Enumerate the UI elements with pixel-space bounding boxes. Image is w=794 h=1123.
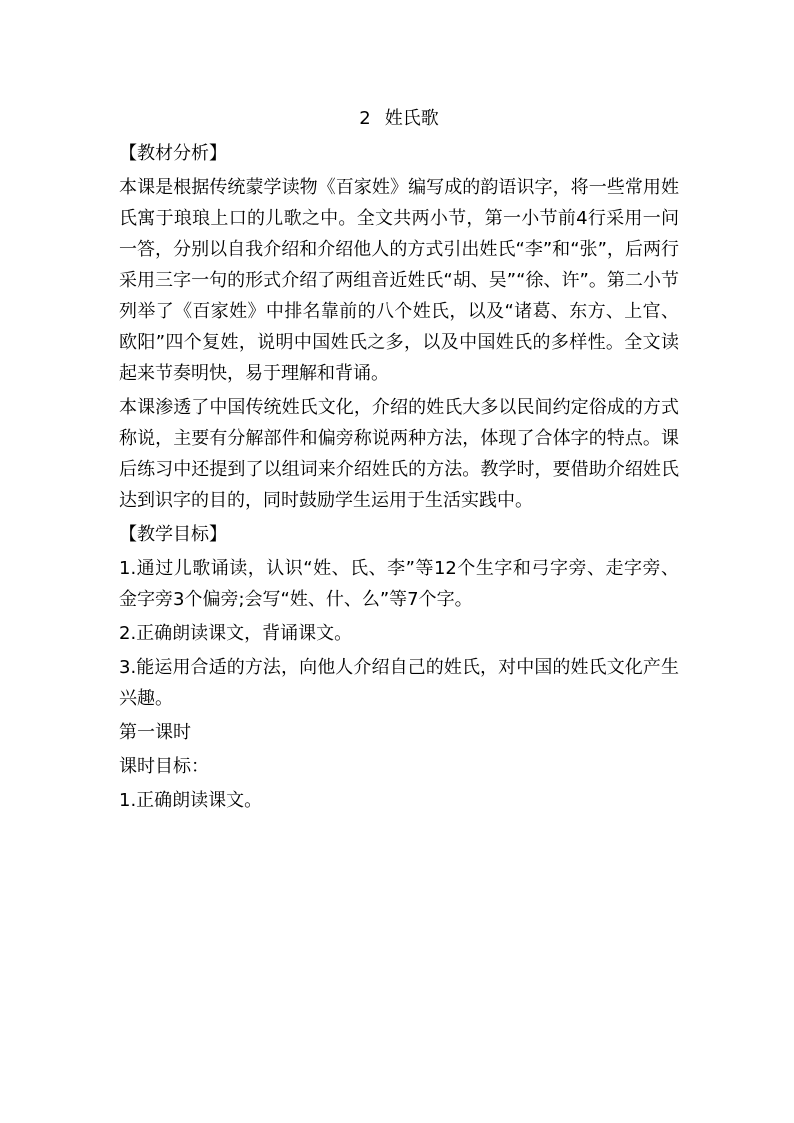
goal-item-2: 2.正确朗读课文，背诵课文。 [119,623,353,644]
lesson-goal-item-1: 1.正确朗读课文。 [119,790,263,811]
analysis-paragraph-2: 本课渗透了中国传统姓氏文化，介绍的姓氏大多以民间约定俗成的方式称说，主要有分解部件和偏旁称说两种方法，体现了合体字的特点。课后练习中还提到了以组词来介绍姓氏的方法。教学时，要借助介绍姓氏达到识字的目的，同时鼓励学生运用于生活实践中。 [119,397,679,511]
page-title [119,103,679,134]
lesson-number: 2 [359,108,371,129]
goal-item-3: 3.能运用合适的方法，向他人介绍自己的姓氏，对中国的姓氏文化产生兴趣。 [119,657,679,709]
lesson-period-heading: 第一课时 [119,722,191,743]
analysis-paragraph-1: 本课是根据传统蒙学读物《百家姓》编写成的韵语识字，将一些常用姓氏寓于琅琅上口的儿歌之中。全文共两小节，第一小节前4行采用一问一答，分别以自我介绍和介绍他人的方式引出姓氏“李”和“张”，后两行采用三字一句的形式介绍了两组音近姓氏“胡、吴”“徐、许”。第二小节列举了《百家姓》中排名靠前的八个姓氏，以及“诸葛、东方、上官、欧阳”四个复姓，说明中国姓氏之多，以及中国姓氏的多样性。全文读起来节奏明快，易于理解和背诵。 [119,177,679,384]
lesson-goals-label: 课时目标： [119,756,209,777]
goal-item-1: 1.通过儿歌诵读，认识“姓、氏、李”等12个生字和弓字旁、走字旁、金字旁3个偏旁;会写“姓、什、么”等7个字。 [119,558,679,610]
lesson-title: 姓氏歌 [384,108,439,129]
section-heading-goals: 【教学目标】 [119,524,227,545]
document-body [119,103,679,816]
section-heading-analysis: 【教材分析】 [119,143,227,164]
